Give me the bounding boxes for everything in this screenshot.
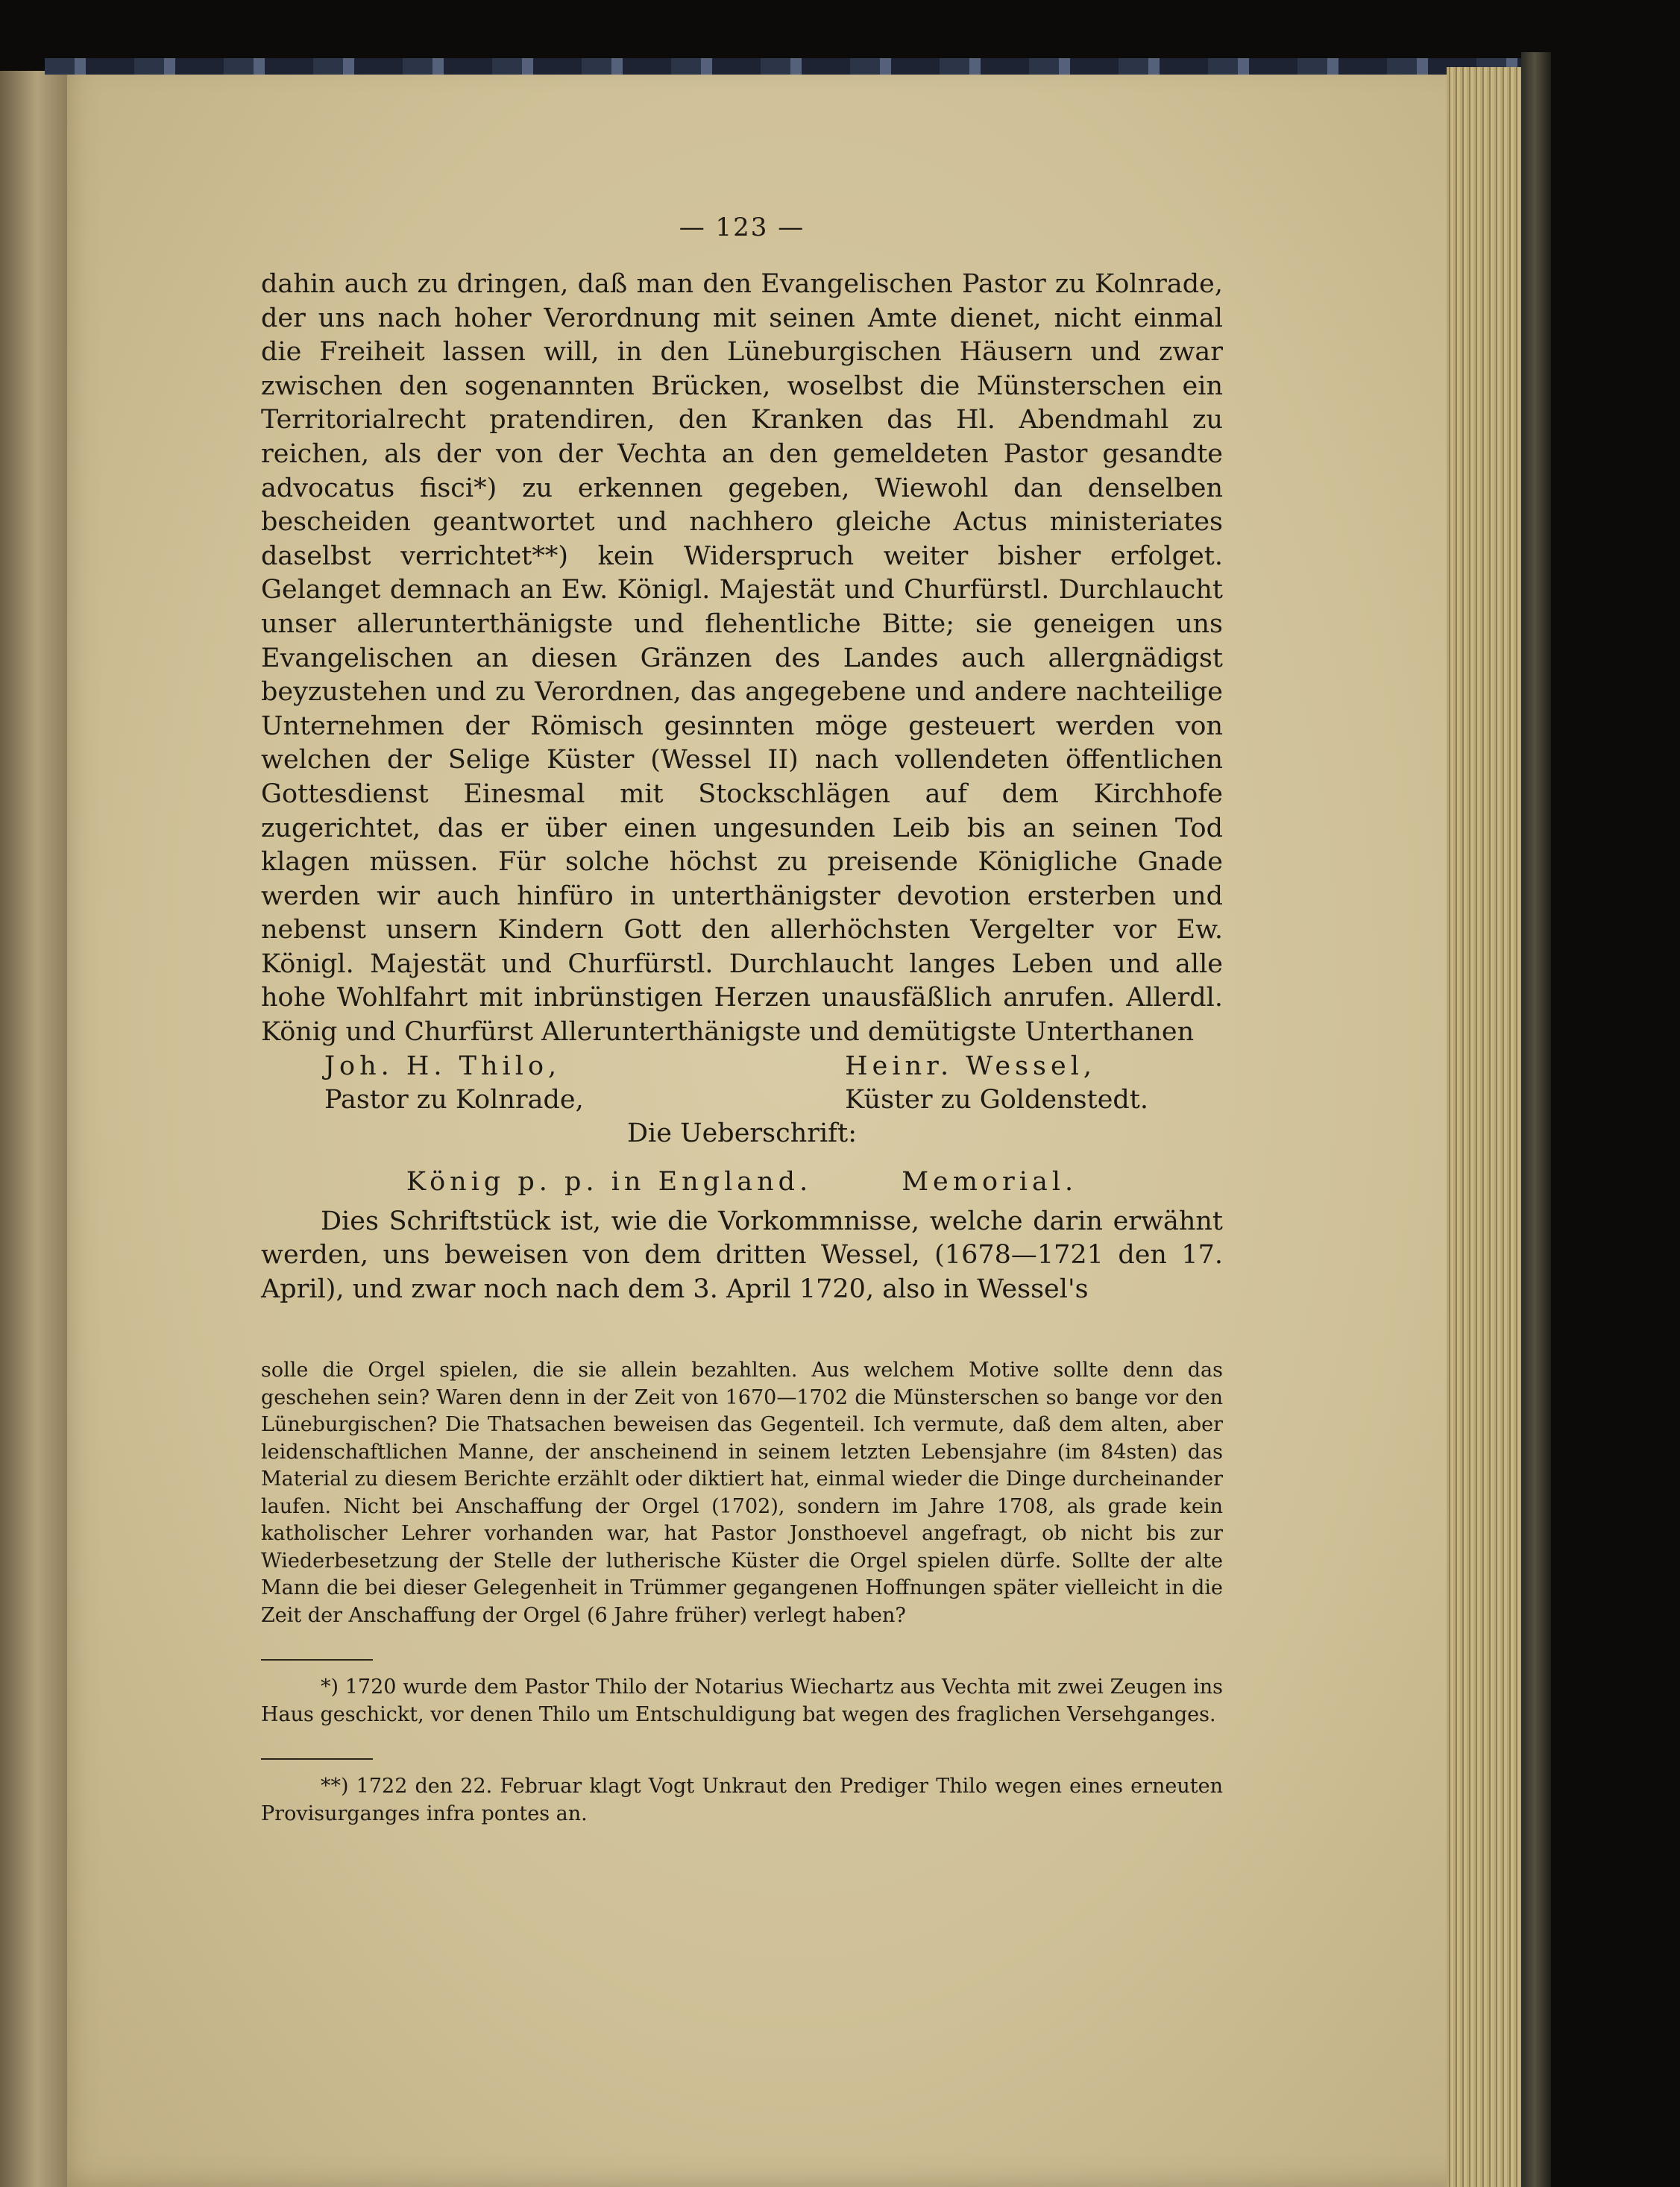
body-paragraph: dahin auch zu dringen, daß man den Evangelischen Pastor zu Kolnrade, der uns nach hoher Verordnung mit seinen Amte dienet, nicht einmal die Freiheit lassen will, in den Lüneburgischen Häusern und zwar zwischen den sogenannten Brücken, woselbst die Münsterschen ein Territorialrecht pratendiren, den Kranken das Hl. Abendmahl zu reichen, als der von der Vechta an den gemeldeten Pastor gesandte advocatus fisci*) zu erkennen gegeben, Wiewohl dan denselben bescheiden geantwortet und nachhero gleiche Actus ministeriates daselbst verrichtet**) kein Widerspruch weiter bisher erfolget. Gelanget demnach an Ew. Königl. Majestät und Churfürstl. Durchlaucht unser allerunterthänigste und flehentliche Bitte; sie geneigen uns Evangelischen an diesen Gränzen des Landes auch allergnädigst beyzustehen und zu Verordnen, das angegebene und andere nachteilige Unternehmen der Römisch gesinnten möge gesteuert werden von welchen der Selige Küster (Wessel II) nach vollendeten öffentlichen Gottesdienst Einesmal mit Stockschlägen auf dem Kirchhofe zugerichtet, das er über einen ungesunden Leib bis an seinen Tod klagen müssen. Für solche höchst zu preisende Königliche Gnade werden wir auch hinfüro in unterthänigster devotion ersterben und nebenst unsern Kindern Gott den allerhöchsten Vergelter vor Ew. Königl. Majestät und Churfürstl. Durchlaucht langes Leben und alle hohe Wohlfahrt mit inbrünstigen Herzen unausfäßlich anrufen. Allerdl. König und Churfürst Allerunterthänigste und demütigste Unterthanen	[261, 269, 1223, 1048]
signature-right-title: Küster zu Goldenstedt.	[845, 1084, 1148, 1115]
book-binding	[1521, 52, 1551, 2187]
footnote-rule-2	[261, 1758, 373, 1760]
left-page-edge	[0, 71, 67, 2187]
superscription	[261, 1165, 1223, 1199]
continued-note: solle die Orgel spielen, die sie allein bezahlten. Aus welchem Motive sollte denn das geschehen sein? Waren denn in der Zeit von 1670—1702 die Münsterschen so bange vor den Lüneburgischen? Die Thatsachen beweisen das Gegenteil. Ich vermute, daß dem alten, aber leidenschaftlichen Manne, der anscheinend in seinem letzten Lebensjahre (im 84sten) das Material zu diesem Berichte erzählt oder diktiert hat, einmal wieder die Dinge durcheinander laufen. Nicht bei Anschaffung der Orgel (1702), sondern im Jahre 1708, als grade kein katholischer Lehrer vorhanden war, hat Pastor Jonsthoevel angefragt, ob nicht bis zur Wiederbesetzung der Stelle der lutherische Küster die Orgel spielen dürfe. Sollte der alte Mann die bei dieser Gelegenheit in Trümmer gegangenen Hoffnungen später vielleicht in die Zeit der Anschaffung der Orgel (6 Jahre früher) verlegt haben?	[261, 1359, 1223, 1627]
signature-left-title: Pastor zu Kolnrade,	[324, 1084, 584, 1115]
footnote-rule-1	[261, 1659, 373, 1661]
book-top-edge	[45, 58, 1529, 75]
body-text	[261, 268, 1223, 1050]
closing-paragraph: Dies Schriftstück ist, wie die Vorkommnisse, welche darin erwähnt werden, uns beweisen von dem dritten Wessel, (1678—1721 den 17. April), und zwar noch nach dem 3. April 1720, also in Wessel's	[261, 1206, 1223, 1304]
signature-right	[845, 1050, 1148, 1117]
main-text-block	[261, 213, 1223, 1306]
page-number: — 123 —	[679, 213, 805, 242]
superscription-right: Memorial.	[902, 1166, 1078, 1197]
superscription-label: Die Ueberschrift:	[627, 1118, 857, 1148]
footnote-1: *) 1720 wurde dem Pastor Thilo der Notarius Wiechartz aus Vechta mit zwei Zeugen ins Haus geschickt, vor denen Thilo um Entschuldigung bat wegen des fraglichen Versehganges.	[261, 1675, 1223, 1726]
signature-left	[324, 1050, 584, 1117]
footnotes-section	[261, 1357, 1223, 1828]
signatures	[261, 1050, 1223, 1117]
superscription-left: König p. p. in England.	[406, 1166, 813, 1197]
footnote-2: **) 1722 den 22. Februar klagt Vogt Unkraut den Prediger Thilo wegen eines erneuten Provisurganges infra pontes an.	[261, 1775, 1223, 1825]
signature-left-name: Joh. H. Thilo,	[324, 1051, 561, 1081]
signature-right-name: Heinr. Wessel,	[845, 1051, 1097, 1081]
page-stack-edge	[1447, 67, 1521, 2187]
